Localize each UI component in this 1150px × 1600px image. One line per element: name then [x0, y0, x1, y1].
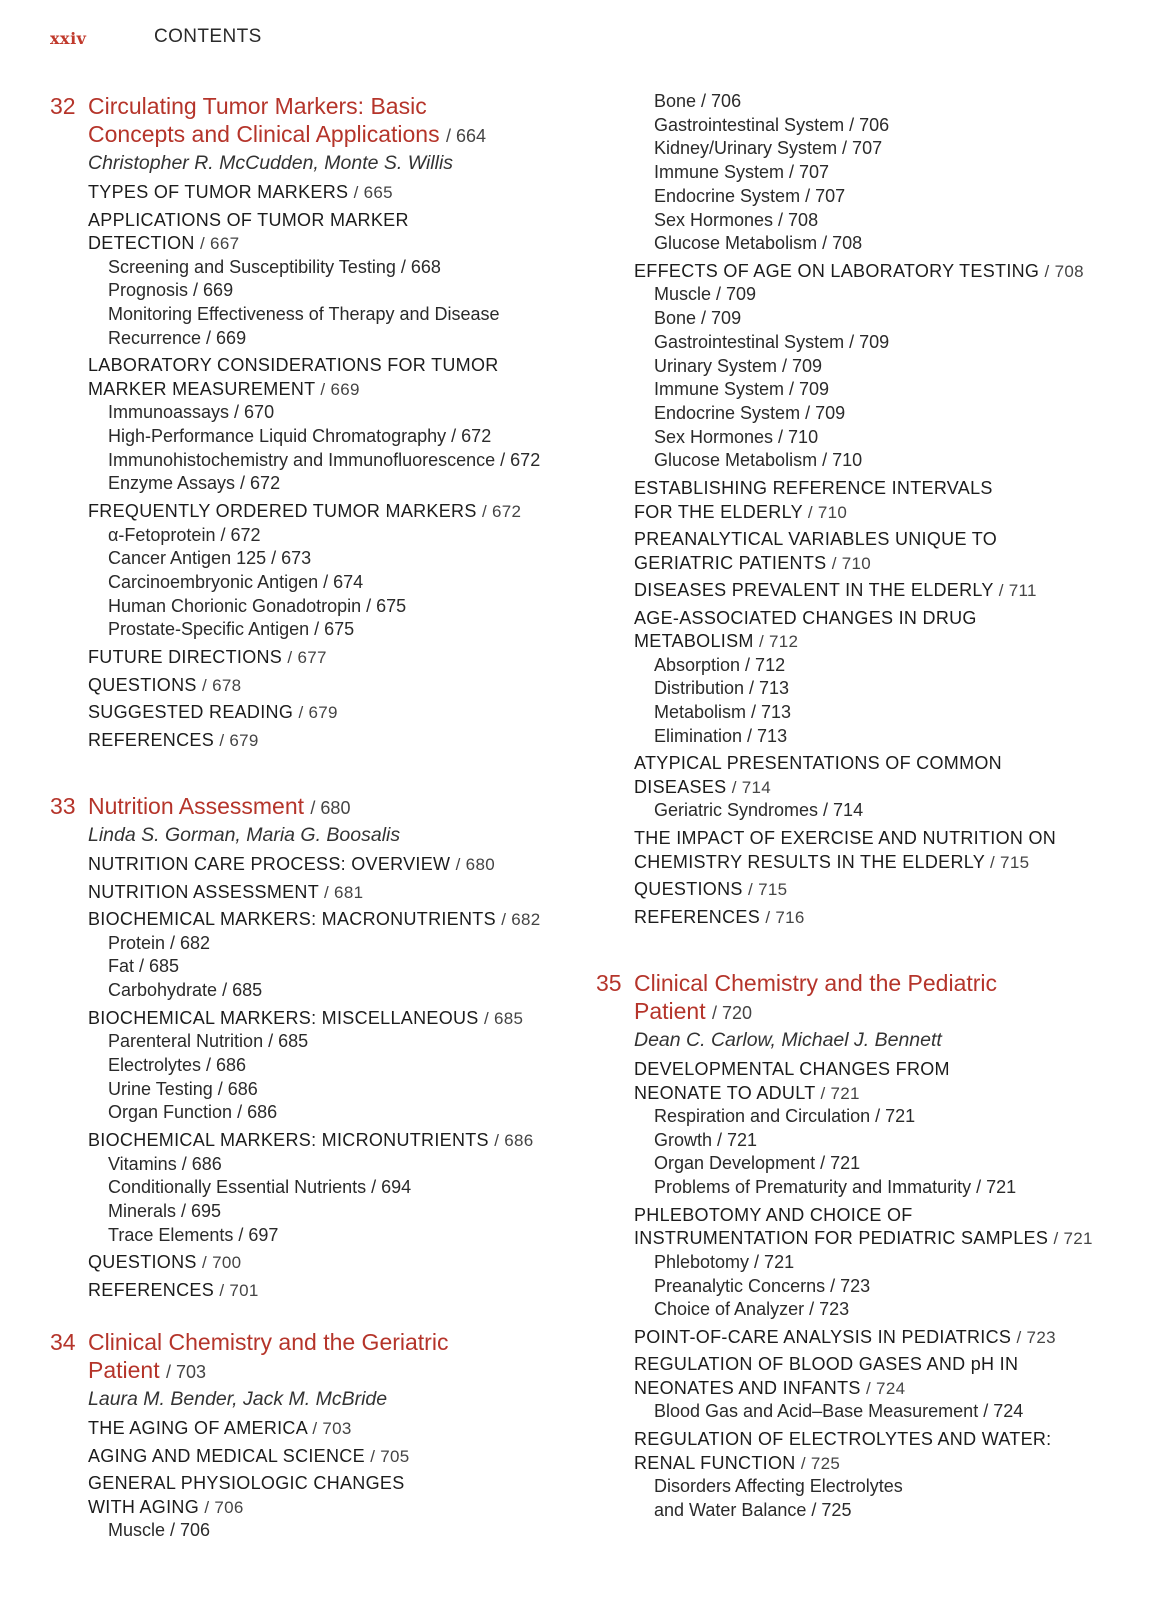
toc-section-entry[interactable] [88, 1129, 580, 1153]
toc-subsection-entry[interactable] [634, 209, 1126, 233]
entry-page: / 703 [312, 1419, 352, 1439]
toc-subsection-entry[interactable] [634, 185, 1126, 209]
toc-subsection-entry[interactable] [634, 1129, 1126, 1153]
toc-subsection-entry[interactable] [88, 1224, 580, 1248]
entry-page: / 712 [759, 632, 799, 652]
toc-subsection-entry[interactable] [88, 618, 580, 642]
entry-page: / 711 [998, 581, 1037, 601]
entry-text: Electrolytes / 686 [108, 1054, 247, 1075]
page-number: xxiv [50, 29, 87, 48]
toc-subsection-entry[interactable] [88, 1101, 580, 1125]
chapter-35 [596, 969, 1126, 1523]
entry-text: Sex Hormones / 708 [654, 209, 819, 230]
toc-subsection-entry[interactable] [634, 654, 1126, 678]
entry-text: Glucose Metabolism / 708 [654, 233, 863, 254]
entry-text: Geriatric Syndromes / 714 [654, 800, 864, 821]
toc-section-entry[interactable] [634, 260, 1126, 284]
entry-text: FREQUENTLY ORDERED TUMOR MARKERS [88, 501, 477, 522]
entry-page: / 715 [748, 880, 788, 900]
entry-text: Gastrointestinal System / 709 [654, 331, 890, 352]
toc-section-entry[interactable] [88, 701, 580, 725]
entry-text: METABOLISM [634, 631, 754, 652]
toc-subsection-entry[interactable] [634, 114, 1126, 138]
toc-section-entry[interactable] [634, 528, 1126, 552]
toc-section-entry[interactable] [88, 881, 580, 905]
toc-subsection-entry[interactable] [88, 524, 580, 548]
entry-page: / 710 [807, 502, 848, 522]
running-head: CONTENTS [154, 26, 262, 47]
toc-section-entry[interactable] [634, 1428, 1126, 1452]
toc-subsection-entry[interactable] [634, 307, 1126, 331]
entry-text: REGULATION OF ELECTROLYTES AND WATER: [634, 1429, 1052, 1450]
entry-text: Growth / 721 [654, 1129, 758, 1150]
entry-text: Enzyme Assays / 672 [108, 473, 281, 494]
entry-text: THE IMPACT OF EXERCISE AND NUTRITION ON [634, 828, 1057, 849]
toc-subsection-entry[interactable] [88, 1200, 580, 1224]
entry-list [634, 1058, 1126, 1523]
entry-text: DETECTION [88, 233, 195, 253]
entry-text: NUTRITION CARE PROCESS: OVERVIEW [88, 854, 451, 875]
toc-section-entry[interactable] [634, 752, 1126, 776]
entry-text: NEONATES AND INFANTS [634, 1377, 861, 1398]
chapter-title-line: Patient [634, 998, 706, 1025]
entry-text: Preanalytic Concerns / 723 [654, 1275, 871, 1296]
toc-subsection-entry[interactable] [88, 1030, 580, 1054]
toc-subsection-entry[interactable] [88, 979, 580, 1003]
entry-page: / 725 [800, 1453, 841, 1473]
toc-section-entry[interactable] [634, 851, 1126, 875]
toc-section-entry[interactable] [634, 501, 1126, 525]
toc-subsection-entry[interactable] [88, 1078, 580, 1102]
chapter-number: 33 [50, 793, 76, 820]
entry-text: WITH AGING [88, 1496, 199, 1517]
entry-page: / 677 [287, 648, 327, 668]
toc-subsection-entry[interactable] [634, 331, 1126, 355]
entry-text: REFERENCES [634, 906, 761, 927]
toc-subsection-entry[interactable] [634, 1475, 1126, 1499]
toc-subsection-entry[interactable] [634, 1176, 1126, 1200]
entry-text: Problems of Prematurity and Immaturity / 721 [654, 1177, 1017, 1198]
entry-text: Blood Gas and Acid–Base Measurement / 724 [654, 1401, 1024, 1422]
toc-subsection-entry[interactable] [88, 1153, 580, 1177]
toc-section-entry[interactable] [634, 906, 1126, 930]
toc-section-entry[interactable] [88, 1445, 580, 1469]
entry-page: / 721 [820, 1083, 860, 1103]
chapter-title[interactable] [88, 92, 580, 150]
toc-subsection-entry[interactable] [634, 426, 1126, 450]
entry-page: / 714 [731, 777, 772, 797]
chapter-title-line: Nutrition Assessment [88, 793, 305, 820]
toc-section-entry[interactable] [634, 552, 1126, 576]
entry-text: Gastrointestinal System / 706 [654, 114, 890, 135]
chapter-authors: Laura M. Bender, Jack M. McBride [88, 1388, 388, 1411]
entry-list [634, 90, 1126, 929]
entry-text: Absorption / 712 [654, 654, 786, 675]
toc-section-entry[interactable] [88, 646, 580, 670]
entry-text: CHEMISTRY RESULTS IN THE ELDERLY [634, 851, 985, 872]
chapter-33 [50, 792, 580, 1302]
entry-text: Screening and Susceptibility Testing / 668 [108, 256, 441, 277]
toc-section-entry[interactable] [634, 1227, 1126, 1251]
chapter-title-line: Clinical Chemistry and the Geriatric [88, 1329, 449, 1356]
toc-section-entry[interactable] [88, 1279, 580, 1303]
toc-section-entry[interactable] [88, 853, 580, 877]
entry-text: and Water Balance / 725 [654, 1499, 852, 1520]
entry-text: TYPES OF TUMOR MARKERS [88, 182, 349, 202]
entry-text: MARKER MEASUREMENT [88, 378, 316, 399]
entry-page: / 708 [1044, 261, 1084, 281]
entry-text: DISEASES [634, 776, 727, 797]
entry-text: Distribution / 713 [654, 678, 790, 699]
entry-text: Muscle / 709 [654, 284, 757, 305]
entry-page: / 678 [202, 675, 242, 695]
entry-text: Organ Function / 686 [108, 1102, 278, 1123]
entry-text: REFERENCES [88, 1279, 215, 1300]
entry-page: / 715 [990, 852, 1030, 872]
toc-subsection-entry[interactable] [634, 283, 1126, 307]
toc-subsection-entry[interactable] [634, 378, 1126, 402]
entry-text: DISEASES PREVALENT IN THE ELDERLY [634, 580, 994, 601]
entry-text: Organ Development / 721 [654, 1153, 861, 1174]
entry-page: / 682 [501, 910, 541, 930]
toc-section-entry[interactable] [88, 354, 580, 378]
entry-text: Recurrence / 669 [108, 327, 247, 348]
entry-text: Vitamins / 686 [108, 1153, 222, 1174]
entry-text: Sex Hormones / 710 [654, 426, 819, 447]
entry-text: Disorders Affecting Electrolytes [654, 1476, 903, 1497]
entry-page: / 701 [219, 1280, 259, 1300]
entry-text: QUESTIONS [88, 1252, 197, 1273]
toc-subsection-entry[interactable] [634, 1298, 1126, 1322]
entry-text: Human Chorionic Gonadotropin / 675 [108, 595, 407, 616]
entry-text: Carcinoembryonic Antigen / 674 [108, 572, 364, 593]
toc-subsection-entry[interactable] [88, 256, 580, 280]
entry-text: SUGGESTED READING [88, 702, 294, 723]
entry-page: / 724 [866, 1378, 906, 1398]
chapter-title-line: Clinical Chemistry and the Pediatric [634, 970, 998, 997]
entry-text: REGULATION OF BLOOD GASES AND pH IN [634, 1354, 1019, 1375]
entry-page: / 706 [204, 1497, 244, 1517]
entry-text: Prostate-Specific Antigen / 675 [108, 619, 355, 640]
entry-page: / 672 [481, 502, 522, 522]
entry-text: BIOCHEMICAL MARKERS: MACRONUTRIENTS [88, 909, 496, 930]
entry-page: / 710 [831, 553, 872, 573]
toc-section-entry[interactable] [88, 1472, 580, 1496]
toc-section-entry[interactable] [88, 232, 580, 256]
entry-text: Endocrine System / 709 [654, 402, 846, 423]
toc-section-entry[interactable] [88, 1496, 580, 1520]
entry-text: NUTRITION ASSESSMENT [88, 881, 319, 902]
toc-subsection-entry[interactable] [88, 401, 580, 425]
chapter-page: / 703 [166, 1362, 207, 1383]
entry-text: α-Fetoprotein / 672 [108, 524, 261, 545]
toc-section-entry[interactable] [634, 630, 1126, 654]
toc-section-entry[interactable] [88, 1417, 580, 1441]
toc-section-entry[interactable] [634, 827, 1126, 851]
entry-text: Metabolism / 713 [654, 701, 792, 722]
entry-text: FOR THE ELDERLY [634, 501, 803, 522]
entry-text: THE AGING OF AMERICA [88, 1418, 308, 1439]
toc-subsection-entry[interactable] [88, 1176, 580, 1200]
chapter-32 [50, 92, 580, 752]
toc-section-entry[interactable] [88, 1251, 580, 1275]
chapter-title-line: Circulating Tumor Markers: Basic [88, 93, 427, 119]
entry-text: Cancer Antigen 125 / 673 [108, 548, 312, 569]
entry-text: POINT-OF-CARE ANALYSIS IN PEDIATRICS [634, 1326, 1012, 1347]
toc-subsection-entry[interactable] [634, 402, 1126, 426]
toc-subsection-entry[interactable] [634, 90, 1126, 114]
toc-section-entry[interactable] [88, 209, 580, 233]
toc-subsection-entry[interactable] [634, 799, 1126, 823]
entry-text: Prognosis / 669 [108, 280, 234, 301]
toc-subsection-entry[interactable] [88, 547, 580, 571]
toc-section-entry[interactable] [634, 776, 1126, 800]
entry-text: ESTABLISHING REFERENCE INTERVALS [634, 478, 993, 499]
toc-subsection-entry[interactable] [88, 955, 580, 979]
entry-page: / 667 [200, 234, 240, 253]
toc-subsection-entry[interactable] [634, 355, 1126, 379]
toc-section-entry[interactable] [634, 1377, 1126, 1401]
entry-text: Fat / 685 [108, 956, 180, 977]
entry-text: GENERAL PHYSIOLOGIC CHANGES [88, 1473, 405, 1494]
entry-page: / 685 [483, 1008, 524, 1028]
entry-text: Kidney/Urinary System / 707 [654, 138, 883, 159]
chapter-page: / 664 [445, 126, 487, 146]
entry-text: EFFECTS OF AGE ON LABORATORY TESTING [634, 260, 1040, 281]
toc-section-entry[interactable] [88, 500, 580, 524]
entry-text: APPLICATIONS OF TUMOR MARKER [88, 209, 409, 230]
toc-subsection-entry[interactable] [88, 279, 580, 303]
entry-text: QUESTIONS [88, 674, 197, 695]
entry-page: / 669 [320, 379, 360, 399]
toc-section-entry[interactable] [634, 1082, 1126, 1106]
chapter-title[interactable] [634, 969, 1126, 1027]
toc-subsection-entry[interactable] [634, 725, 1126, 749]
entry-text: BIOCHEMICAL MARKERS: MISCELLANEOUS [88, 1007, 479, 1028]
toc-section-entry[interactable] [634, 1204, 1126, 1228]
entry-text: Monitoring Effectiveness of Therapy and Disease [108, 303, 500, 324]
entry-page: / 686 [494, 1131, 534, 1151]
entry-text: Immune System / 709 [654, 379, 830, 400]
chapter-page: / 680 [310, 798, 351, 819]
toc-subsection-entry[interactable] [88, 1519, 580, 1543]
entry-page: / 705 [370, 1446, 410, 1466]
chapter-authors: Christopher R. McCudden, Monte S. Willis [88, 152, 454, 174]
toc-subsection-entry[interactable] [634, 1400, 1126, 1424]
entry-text: Minerals / 695 [108, 1200, 222, 1221]
toc-subsection-entry[interactable] [88, 303, 580, 327]
toc-subsection-entry[interactable] [88, 1054, 580, 1078]
entry-text: High-Performance Liquid Chromatography / 672 [108, 426, 492, 447]
toc-subsection-entry[interactable] [88, 932, 580, 956]
entry-text: AGE-ASSOCIATED CHANGES IN DRUG [634, 607, 977, 628]
toc-subsection-entry[interactable] [88, 449, 580, 473]
toc-section-entry[interactable] [634, 878, 1126, 902]
entry-text: Immunohistochemistry and Immunofluorescence / 672 [108, 449, 541, 470]
toc-subsection-entry[interactable] [634, 161, 1126, 185]
toc-section-entry[interactable] [634, 477, 1126, 501]
entry-text: Trace Elements / 697 [108, 1224, 279, 1245]
chapter-authors: Linda S. Gorman, Maria G. Boosalis [88, 824, 401, 847]
toc-section-entry[interactable] [88, 378, 580, 402]
entry-text: NEONATE TO ADULT [634, 1082, 816, 1103]
entry-text: Urine Testing / 686 [108, 1078, 258, 1099]
entry-text: Phlebotomy / 721 [654, 1251, 795, 1272]
toc-subsection-entry[interactable] [634, 1152, 1126, 1176]
right-column [596, 92, 1126, 1523]
toc-section-entry[interactable] [634, 1353, 1126, 1377]
entry-text: AGING AND MEDICAL SCIENCE [88, 1445, 365, 1466]
entry-text: PREANALYTICAL VARIABLES UNIQUE TO [634, 529, 998, 550]
entry-page: / 721 [1053, 1229, 1093, 1249]
entry-text: Immunoassays / 670 [108, 402, 275, 423]
entry-page: / 723 [1016, 1327, 1056, 1347]
entry-text: Glucose Metabolism / 710 [654, 450, 863, 471]
entry-page: / 680 [455, 855, 495, 875]
entry-text: Urinary System / 709 [654, 355, 823, 376]
toc-section-entry[interactable] [634, 1058, 1126, 1082]
toc-subsection-entry[interactable] [634, 701, 1126, 725]
entry-text: QUESTIONS [634, 879, 743, 900]
toc-subsection-entry[interactable] [88, 425, 580, 449]
entry-list [88, 181, 580, 752]
entry-list [88, 853, 580, 1302]
entry-text: Carbohydrate / 685 [108, 980, 263, 1001]
entry-page: / 716 [765, 907, 805, 927]
entry-page: / 681 [324, 882, 364, 902]
chapter-34-continued [596, 90, 1126, 929]
toc-subsection-entry[interactable] [634, 677, 1126, 701]
toc-section-entry[interactable] [88, 181, 580, 205]
entry-text: Respiration and Circulation / 721 [654, 1106, 916, 1127]
entry-text: BIOCHEMICAL MARKERS: MICRONUTRIENTS [88, 1130, 489, 1151]
entry-page: / 679 [298, 703, 338, 723]
toc-subsection-entry[interactable] [88, 472, 580, 496]
toc-section-entry[interactable] [634, 607, 1126, 631]
entry-text: ATYPICAL PRESENTATIONS OF COMMON [634, 753, 1002, 774]
entry-text: FUTURE DIRECTIONS [88, 647, 283, 668]
entry-page: / 665 [353, 183, 393, 202]
chapter-title[interactable] [88, 792, 580, 822]
chapter-title-line: Concepts and Clinical Applications [88, 121, 440, 147]
toc-subsection-entry[interactable] [634, 232, 1126, 256]
toc-section-entry[interactable] [88, 1007, 580, 1031]
entry-text: PHLEBOTOMY AND CHOICE OF [634, 1204, 913, 1225]
chapter-34 [50, 1328, 580, 1543]
chapter-number: 35 [596, 970, 622, 997]
toc-subsection-entry[interactable] [634, 1275, 1126, 1299]
chapter-number: 34 [50, 1329, 76, 1356]
toc-section-entry[interactable] [88, 674, 580, 698]
entry-text: RENAL FUNCTION [634, 1452, 796, 1473]
entry-page: / 679 [219, 730, 259, 750]
entry-text: Conditionally Essential Nutrients / 694 [108, 1177, 412, 1198]
chapter-page: / 720 [712, 1003, 753, 1024]
chapter-title[interactable] [88, 1328, 580, 1386]
entry-text: REFERENCES [88, 729, 215, 750]
entry-page: / 700 [202, 1253, 242, 1273]
entry-text: Bone / 706 [654, 91, 742, 111]
entry-text: GERIATRIC PATIENTS [634, 552, 827, 573]
toc-subsection-entry[interactable] [634, 1105, 1126, 1129]
toc-subsection-entry[interactable] [634, 137, 1126, 161]
entry-text: Immune System / 707 [654, 162, 830, 183]
entry-text: LABORATORY CONSIDERATIONS FOR TUMOR [88, 355, 499, 376]
toc-section-entry[interactable] [634, 579, 1126, 603]
toc-subsection-entry[interactable] [634, 1251, 1126, 1275]
chapter-authors: Dean C. Carlow, Michael J. Bennett [634, 1029, 942, 1052]
entry-text: DEVELOPMENTAL CHANGES FROM [634, 1059, 950, 1080]
toc-section-entry[interactable] [634, 1452, 1126, 1476]
toc-subsection-entry[interactable] [634, 449, 1126, 473]
left-column [50, 92, 580, 1543]
entry-text: Choice of Analyzer / 723 [654, 1299, 850, 1320]
toc-section-entry[interactable] [88, 729, 580, 753]
entry-list [88, 1417, 580, 1543]
toc-subsection-entry[interactable] [88, 571, 580, 595]
entry-text: Muscle / 706 [108, 1520, 211, 1541]
toc-subsection-entry[interactable] [88, 327, 580, 351]
entry-text: Endocrine System / 707 [654, 185, 846, 206]
entry-text: Elimination / 713 [654, 725, 788, 746]
toc-subsection-entry[interactable] [88, 595, 580, 619]
chapter-number: 32 [50, 93, 76, 119]
toc-section-entry[interactable] [88, 908, 580, 932]
toc-subsection-entry[interactable] [634, 1499, 1126, 1523]
chapter-title-line: Patient [88, 1357, 160, 1384]
toc-section-entry[interactable] [634, 1326, 1126, 1350]
entry-text: Parenteral Nutrition / 685 [108, 1031, 309, 1052]
entry-text: Bone / 709 [654, 308, 742, 329]
entry-text: Protein / 682 [108, 932, 211, 953]
entry-text: INSTRUMENTATION FOR PEDIATRIC SAMPLES [634, 1228, 1049, 1249]
